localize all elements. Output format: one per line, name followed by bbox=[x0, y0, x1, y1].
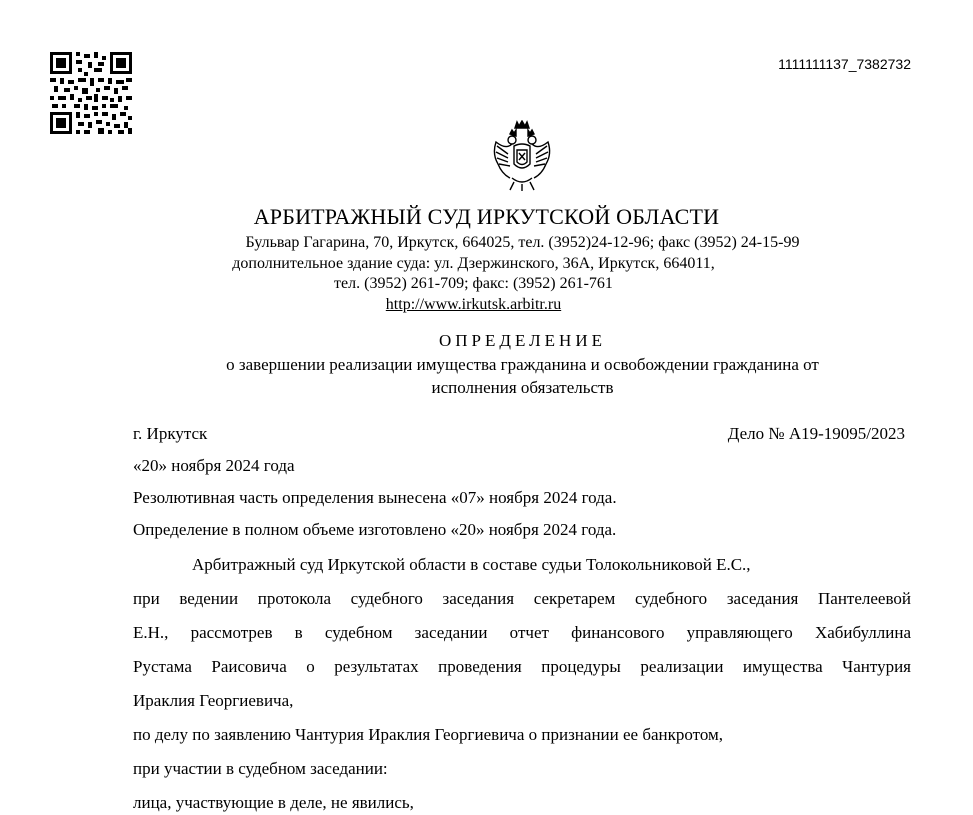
resolution-line: Резолютивная часть определения вынесена «07» ноября 2024 года. bbox=[133, 488, 617, 507]
body-line: при ведении протокола судебного заседания секретарем судебного заседания Пантелеевой bbox=[133, 589, 911, 608]
case-number: Дело № А19-19095/2023 bbox=[727, 424, 905, 443]
full-text-line: Определение в полном объеме изготовлено «20» ноября 2024 года. bbox=[133, 520, 617, 539]
court-phone-fax: тел. (3952) 261-709; факс: (3952) 261-761 bbox=[334, 275, 613, 292]
document-date: «20» ноября 2024 года bbox=[133, 456, 295, 475]
court-address-additional: дополнительное здание суда: ул. Дзержинского, 36А, Иркутск, 664011, bbox=[232, 255, 715, 272]
body-line: Ираклия Георгиевича, bbox=[133, 691, 294, 710]
body-paragraph-participation: при участии в судебном заседании: bbox=[133, 759, 388, 778]
document-subtitle-line-1: о завершении реализации имущества гражданина и освобождении гражданина от bbox=[226, 355, 819, 374]
document-type-heading: ОПРЕДЕЛЕНИЕ bbox=[438, 331, 606, 350]
coat-of-arms-icon bbox=[488, 120, 556, 192]
city: г. Иркутск bbox=[133, 424, 208, 443]
body-line: Е.Н., рассмотрев в судебном заседании отчет финансового управляющего Хабибуллина bbox=[133, 623, 911, 642]
court-website-link[interactable]: http://www.irkutsk.arbitr.ru bbox=[385, 296, 562, 313]
body-paragraph-court: Арбитражный суд Иркутской области в составе судьи Толокольниковой Е.С., bbox=[192, 555, 751, 574]
court-address-main: Бульвар Гагарина, 70, Иркутск, 664025, тел. (3952)24-12-96; факс (3952) 24-15-99 bbox=[245, 234, 800, 251]
court-name: АРБИТРАЖНЫЙ СУД ИРКУТСКОЙ ОБЛАСТИ bbox=[253, 204, 720, 229]
document-id: 1111111137_7382732 bbox=[778, 56, 911, 72]
document-subtitle-line-2: исполнения обязательств bbox=[431, 378, 614, 397]
body-paragraph-case: по делу по заявлению Чантурия Ираклия Георгиевича о признании ее банкротом, bbox=[133, 725, 724, 744]
qr-code bbox=[50, 52, 132, 134]
body-line: Рустама Раисовича о результатах проведения процедуры реализации имущества Чантурия bbox=[133, 657, 911, 676]
body-paragraph-absence: лица, участвующие в деле, не явились, bbox=[133, 793, 414, 812]
